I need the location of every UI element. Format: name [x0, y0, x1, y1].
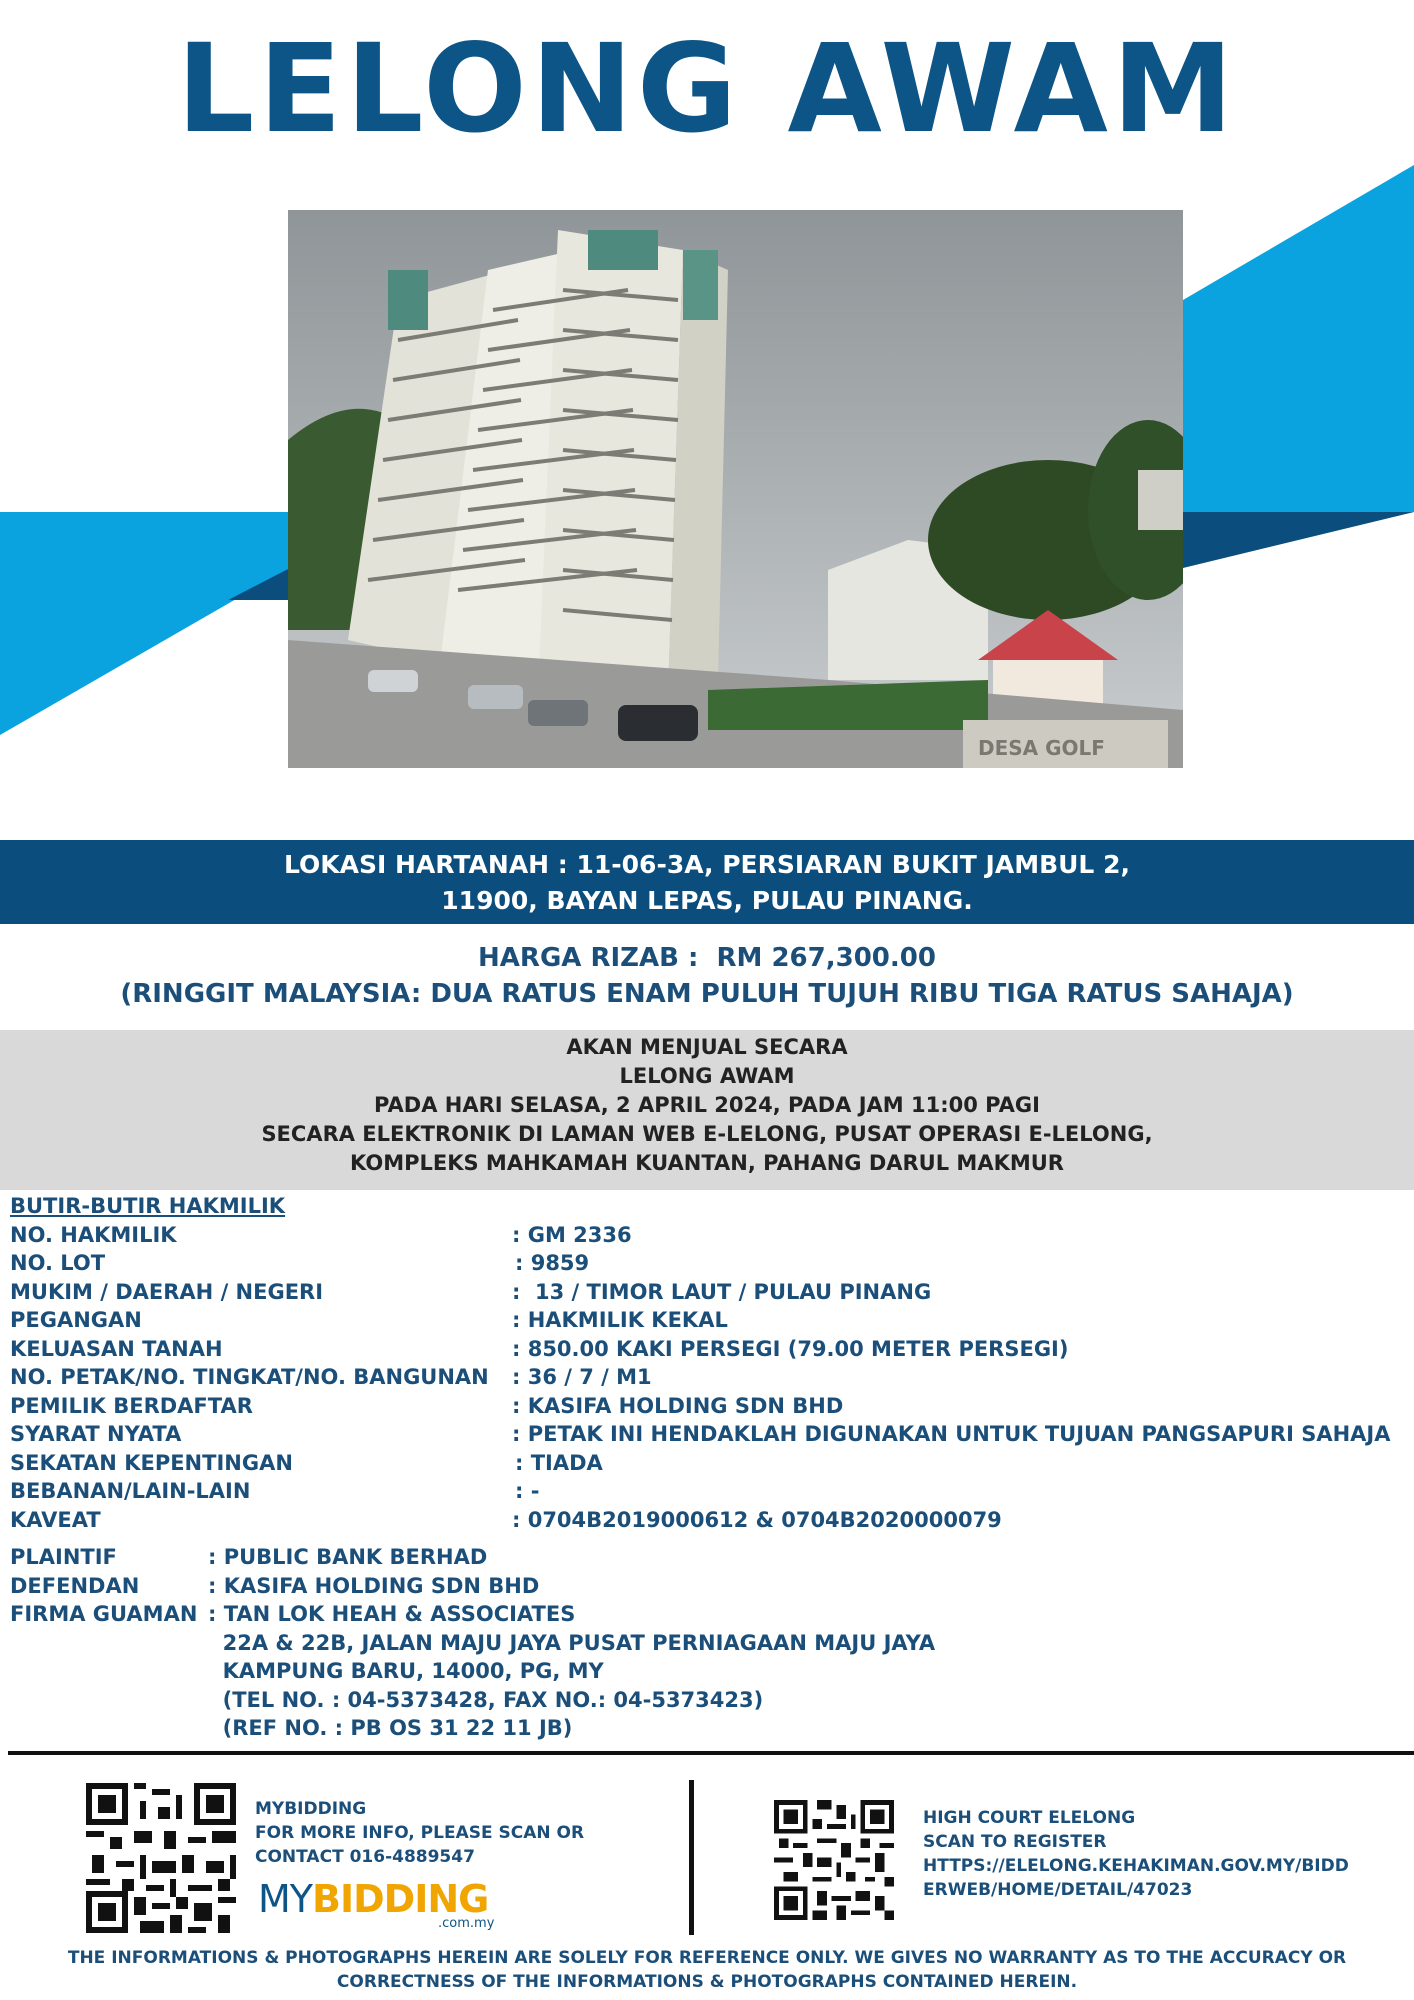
detail-label: NO. PETAK/NO. TINGKAT/NO. BANGUNAN	[10, 1365, 489, 1389]
detail-label: NO. HAKMILIK	[10, 1222, 177, 1247]
auction-line: LELONG AWAM	[619, 1064, 795, 1088]
firm-reference: (REF NO. : PB OS 31 22 11 JB)	[208, 1716, 573, 1740]
mybidding-cta: FOR MORE INFO, PLEASE SCAN OR	[255, 1823, 585, 1843]
firm-address: 22A & 22B, JALAN MAJU JAYA PUSAT PERNIAGAAN MAJU JAYA	[208, 1630, 936, 1655]
firm-contact-row	[10, 1686, 1410, 1715]
detail-row	[10, 1221, 1410, 1250]
title-details	[10, 1192, 1410, 1534]
left-cyan-shape	[0, 512, 290, 735]
firm-address-row	[10, 1629, 1410, 1658]
mybidding-qr-code[interactable]	[86, 1783, 236, 1933]
right-navy-shape	[1183, 512, 1414, 568]
detail-label: NO. LOT	[10, 1251, 106, 1275]
detail-row	[10, 1477, 1410, 1506]
detail-label: PEGANGAN	[10, 1308, 142, 1332]
auction-line: KOMPLEKS MAHKAMAH KUANTAN, PAHANG DARUL MAKMUR	[350, 1151, 1064, 1175]
elelong-url[interactable]: HTTPS://ELELONG.KEHAKIMAN.GOV.MY/BIDD	[923, 1856, 1349, 1876]
firm-contact: (TEL NO. : 04-5373428, FAX NO.: 04-5373423)	[208, 1687, 764, 1712]
case-parties	[10, 1543, 1410, 1743]
footer-divider	[8, 1751, 1414, 1755]
auction-line: AKAN MENJUAL SECARA	[566, 1035, 848, 1059]
detail-value: : PETAK INI HENDAKLAH DIGUNAKAN UNTUK TUJUAN PANGSAPURI SAHAJA	[512, 1422, 1391, 1446]
elelong-info	[923, 1806, 1349, 1902]
detail-value: : GM 2336	[512, 1222, 632, 1247]
reserve-price	[0, 940, 1414, 1012]
plaintiff-row	[10, 1543, 1410, 1572]
defendant-label: DEFENDAN	[10, 1573, 140, 1598]
mybidding-info	[255, 1797, 584, 1869]
logo-my: MY	[258, 1877, 312, 1921]
detail-value: : KASIFA HOLDING SDN BHD	[512, 1393, 844, 1418]
elelong-qr-code[interactable]	[774, 1800, 894, 1920]
page-title: LELONG AWAM	[176, 18, 1238, 160]
detail-row	[10, 1335, 1410, 1364]
right-cyan-shape	[1183, 165, 1414, 512]
elelong-cta: SCAN TO REGISTER	[923, 1832, 1107, 1852]
mybidding-contact: CONTACT 016-4889547	[255, 1847, 475, 1867]
detail-row	[10, 1363, 1410, 1392]
detail-row	[10, 1506, 1410, 1535]
mybidding-logo	[258, 1877, 489, 1921]
elelong-url-cont[interactable]: ERWEB/HOME/DETAIL/47023	[923, 1880, 1193, 1900]
detail-row	[10, 1449, 1410, 1478]
auction-date-line: PADA HARI SELASA, 2 APRIL 2024, PADA JAM 11:00 PAGI	[374, 1093, 1040, 1117]
detail-row	[10, 1392, 1410, 1421]
detail-row	[10, 1306, 1410, 1335]
detail-label: KELUASAN TANAH	[10, 1336, 223, 1361]
detail-value: : -	[515, 1479, 540, 1503]
firm-address-row	[10, 1657, 1410, 1686]
detail-label: PEMILIK BERDAFTAR	[10, 1393, 253, 1418]
detail-row	[10, 1420, 1410, 1449]
location-band	[0, 840, 1414, 924]
detail-value: : 13 / TIMOR LAUT / PULAU PINANG	[512, 1279, 932, 1304]
firm-address: KAMPUNG BARU, 14000, PG, MY	[208, 1659, 604, 1683]
detail-row	[10, 1278, 1410, 1307]
disclaimer-line-2: CORRECTNESS OF THE INFORMATIONS & PHOTOGRAPHS CONTAINED HEREIN.	[336, 1972, 1078, 1992]
mybidding-name: MYBIDDING	[255, 1799, 367, 1819]
auction-notice-band	[0, 1030, 1414, 1190]
reserve-price-words: (RINGGIT MALAYSIA: DUA RATUS ENAM PULUH TUJUH RIBU TIGA RATUS SAHAJA)	[120, 979, 1294, 1009]
firm-ref-row	[10, 1714, 1410, 1743]
defendant-value: : KASIFA HOLDING SDN BHD	[208, 1573, 540, 1598]
plaintiff-label: PLAINTIF	[10, 1545, 117, 1569]
disclaimer-line-1: THE INFORMATIONS & PHOTOGRAPHS HEREIN ARE SOLELY FOR REFERENCE ONLY. WE GIVES NO WARRANTY AS TO THE ACCURACY OR	[67, 1948, 1347, 1968]
auction-line: SECARA ELEKTRONIK DI LAMAN WEB E-LELONG, PUSAT OPERASI E-LELONG,	[261, 1122, 1153, 1146]
detail-value: : 36 / 7 / M1	[512, 1365, 652, 1389]
detail-value: : 9859	[515, 1251, 590, 1275]
location-line-1: LOKASI HARTANAH : 11-06-3A, PERSIARAN BUKIT JAMBUL 2,	[284, 850, 1130, 879]
defendant-row	[10, 1572, 1410, 1601]
logo-domain: .com.my	[438, 1916, 495, 1931]
firm-value: : TAN LOK HEAH & ASSOCIATES	[208, 1602, 576, 1626]
firm-label: FIRMA GUAMAN	[10, 1602, 198, 1626]
detail-label: MUKIM / DAERAH / NEGERI	[10, 1279, 324, 1304]
footer-vertical-divider	[689, 1780, 694, 1935]
details-heading: BUTIR-BUTIR HAKMILIK	[10, 1194, 286, 1218]
firm-row	[10, 1600, 1410, 1629]
plaintiff-value: : PUBLIC BANK BERHAD	[208, 1545, 488, 1569]
detail-label: SEKATAN KEPENTINGAN	[10, 1450, 293, 1475]
disclaimer	[0, 1946, 1414, 1994]
detail-value: : 0704B2019000612 & 0704B2020000079	[512, 1507, 1002, 1532]
detail-label: SYARAT NYATA	[10, 1422, 182, 1446]
detail-value: : HAKMILIK KEKAL	[512, 1308, 728, 1332]
detail-label: BEBANAN/LAIN-LAIN	[10, 1479, 251, 1503]
logo-bidding: BIDDING	[312, 1877, 489, 1921]
location-line-2: 11900, BAYAN LEPAS, PULAU PINANG.	[441, 886, 973, 915]
detail-value: : TIADA	[515, 1450, 603, 1475]
svg-text:DESA GOLF: DESA GOLF	[978, 736, 1105, 760]
property-photo	[288, 210, 1183, 768]
detail-row	[10, 1249, 1410, 1278]
elelong-name: HIGH COURT ELELONG	[923, 1808, 1136, 1828]
reserve-price-amount: HARGA RIZAB : RM 267,300.00	[478, 943, 936, 973]
detail-label: KAVEAT	[10, 1507, 101, 1532]
detail-value: : 850.00 KAKI PERSEGI (79.00 METER PERSEGI)	[512, 1336, 1069, 1361]
